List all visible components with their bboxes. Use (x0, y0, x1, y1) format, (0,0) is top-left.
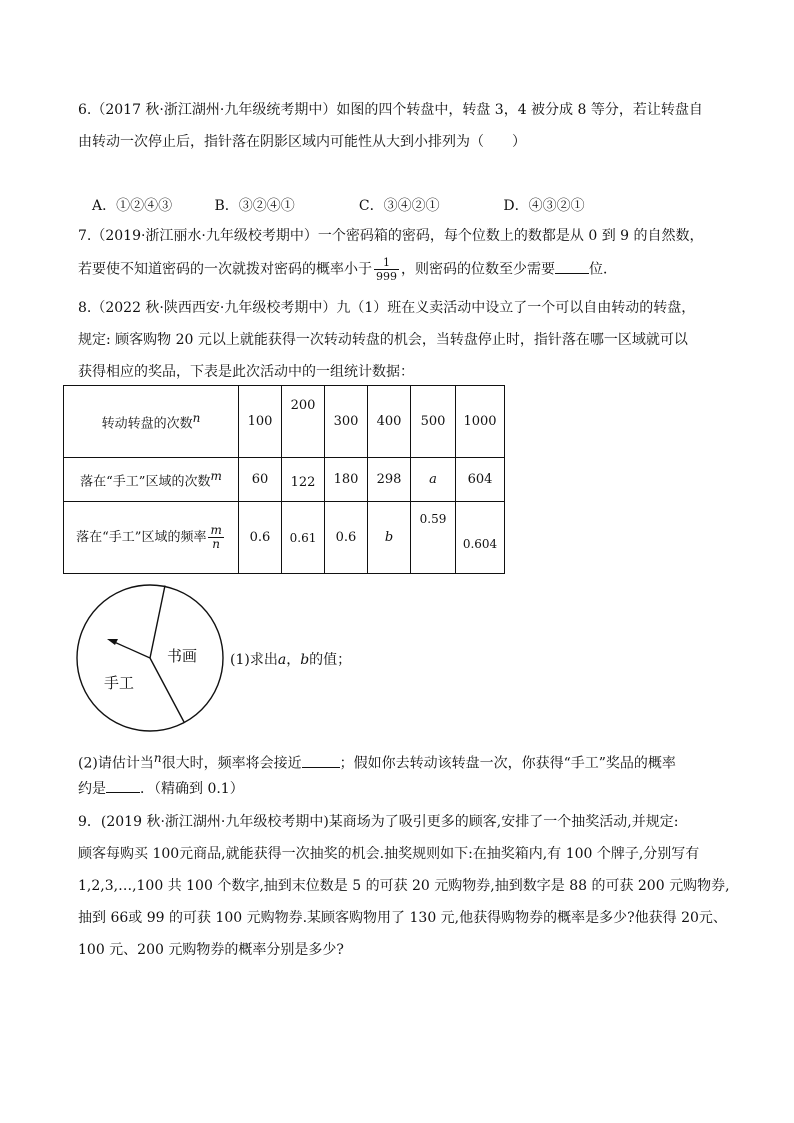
table-row-handcraft-count (64, 458, 505, 502)
q8-answer-blank-1 (302, 753, 340, 768)
table-cell: 0.604 (456, 502, 505, 574)
q9-line-2: 顾客每购买 100元商品,就能获得一次抽奖的机会.抽奖规则如下:在抽奖箱内,有 100 个牌子,分别写有 (78, 846, 700, 862)
q6-line-2: 由转动一次停止后，指针落在阴影区域内可能性从大到小排列为（ ） (78, 134, 526, 150)
q7-answer-blank (555, 259, 589, 274)
var-m: m (210, 469, 222, 484)
q6-option-a: A．①②④③ (92, 198, 173, 214)
table-row-spins (64, 386, 505, 458)
table-row-handcraft-frequency (64, 502, 505, 574)
table-cell: 1000 (456, 386, 505, 458)
q7-line-2-end: 位． (589, 261, 617, 278)
table-cell: 604 (456, 458, 505, 502)
frequency-fraction: $\frac{m}{n}$ (210, 523, 222, 551)
spinner-wheel (74, 582, 226, 734)
table-cell-unknown-a: a (411, 458, 456, 502)
q7-line-1: 7.（2019·浙江丽水·九年级校考期中）一个密码箱的密码，每个位数上的数都是从 0 到 9 的自然数， (78, 228, 704, 244)
table-cell: 200 (282, 386, 325, 458)
table-cell: 500 (411, 386, 456, 458)
q6-option-b: B．③②④① (214, 198, 295, 214)
q6-option-d: D．④③②① (503, 198, 585, 214)
q7-line-2-post: ，则密码的位数至少需要 (401, 261, 555, 278)
q6-option-c: C．③④②① (358, 198, 440, 214)
table-cell: 300 (325, 386, 368, 458)
q8-line-1: 8.（2022 秋·陕西西安·九年级校考期中）九（1）班在义卖活动中设立了一个可以自由转动的转盘， (78, 300, 696, 316)
q8-part-1: (1)求出a，b的值； (230, 652, 352, 668)
table-cell: 400 (368, 386, 411, 458)
q8-line-3: 获得相应的奖品，下表是此次活动中的一组统计数据： (78, 364, 414, 380)
q7-fraction-denominator: 999 (376, 270, 397, 283)
table-cell: 100 (239, 386, 282, 458)
q7-line-2 (78, 256, 617, 283)
table-header-handcraft-count: 落在“手工”区域的次数m (64, 458, 239, 502)
table-cell: 0.6 (325, 502, 368, 574)
table-header-spins: 转动转盘的次数n (64, 386, 239, 458)
q9-line-4: 抽到 66或 99 的可获 100 元购物券.某顾客购物用了 130 元,他获得购物券的概率是多少?他获得 20元、 (78, 910, 727, 926)
table-cell: 180 (325, 458, 368, 502)
wheel-label-handcraft: 手工 (104, 674, 135, 692)
q9-line-5: 100 元、200 元购物券的概率分别是多少? (78, 942, 344, 958)
var-n: n (192, 411, 201, 426)
q8-answer-blank-2 (106, 778, 140, 793)
q7-line-2-pre: 若要使不知道密码的一次就拨对密码的概率小于 (78, 261, 372, 278)
table-header-handcraft-frequency: 落在“手工”区域的频率 $\frac{m}{n}$ (64, 502, 239, 574)
table-cell-unknown-b: b (368, 502, 411, 574)
q9-line-1: 9．(2019 秋·浙江湖州·九年级校考期中)某商场为了吸引更多的顾客,安排了一个抽奖活动,并规定: (78, 814, 679, 830)
table-cell: 0.59 (411, 502, 456, 574)
q6-line-1: 6.（2017 秋·浙江湖州·九年级统考期中）如图的四个转盘中，转盘 3，4 被分成 8 等分，若让转盘自 (78, 102, 703, 118)
q8-part-2-line-2: 约是 ．（精确到 0.1） (78, 778, 244, 799)
q7-fraction-numerator: 1 (374, 256, 399, 270)
table-cell: 298 (368, 458, 411, 502)
q9-line-3: 1,2,3,…,100 共 100 个数字,抽到末位数是 5 的可获 20 元购物券,抽到数字是 88 的可获 200 元购物券, (78, 878, 730, 894)
q8-line-2: 规定: 顾客购物 20 元以上就能获得一次转动转盘的机会，当转盘停止时，指针落在哪一区域就可以 (78, 332, 688, 348)
table-cell: 0.61 (282, 502, 325, 574)
q7-fraction (374, 256, 399, 283)
table-cell: 0.6 (239, 502, 282, 574)
wheel-label-calligraphy: 书画 (167, 647, 198, 665)
q8-part-2-line-1: (2)请估计当n很大时，频率将会接近 ；假如你去转动该转盘一次，你获得“手工”奖品的概率 (78, 751, 676, 772)
statistics-table (63, 385, 505, 574)
table-cell: 122 (282, 458, 325, 502)
table-cell: 60 (239, 458, 282, 502)
q6-options (92, 195, 585, 215)
